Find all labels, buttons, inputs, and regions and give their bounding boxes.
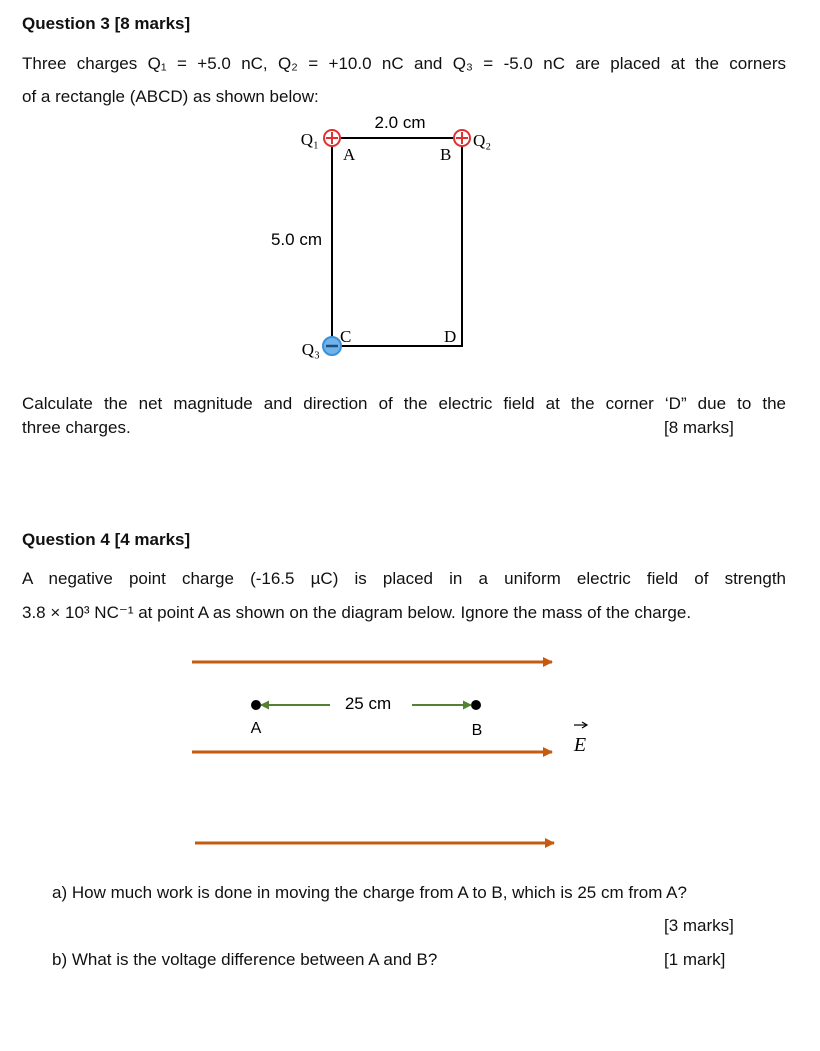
point-b-label: B xyxy=(471,722,483,739)
rectangle-abcd xyxy=(332,138,462,346)
q3-task-line2: three charges. xyxy=(22,418,131,437)
point-b-dot xyxy=(471,700,481,710)
distance-label: 25 cm xyxy=(344,694,392,713)
point-a-label: A xyxy=(250,720,262,737)
width-label: 2.0 cm xyxy=(374,113,426,132)
corner-a-label: A xyxy=(343,145,356,164)
q4-heading: Question 4 [4 marks] xyxy=(22,530,191,549)
q4-part-b: b) What is the voltage difference between A and B? xyxy=(52,950,438,969)
q4-part-b-marks: [1 mark] xyxy=(664,950,726,969)
rectangle-diagram xyxy=(240,108,540,363)
height-label: 5.0 cm xyxy=(270,230,322,249)
q3-task-line1: Calculate the net magnitude and direction of the electric field at the corner ‘D” due to the xyxy=(22,394,786,413)
q1-label: Q₁ xyxy=(300,130,319,149)
point-a-dot xyxy=(251,700,261,710)
q3-heading: Question 3 [8 marks] xyxy=(22,14,191,33)
q2-label: Q₂ xyxy=(473,131,492,150)
q4-part-a: a) How much work is done in moving the charge from A to B, which is 25 cm from A? xyxy=(52,883,687,902)
q3-text-line1: Three charges Q₁ = +5.0 nC, Q₂ = +10.0 nC and Q₃ = -5.0 nC are placed at the corners xyxy=(22,54,786,73)
corner-d-label: D xyxy=(444,327,457,346)
q3-negative-charge-icon xyxy=(323,337,341,355)
field-vector-label: E xyxy=(573,734,587,756)
corner-c-label: C xyxy=(340,327,352,346)
q4-part-a-marks: [3 marks] xyxy=(664,916,734,935)
q2-positive-charge-icon xyxy=(454,130,470,146)
corner-b-label: B xyxy=(440,145,452,164)
q4-text-line2: 3.8 × 10³ NC⁻¹ at point A as shown on the diagram below. Ignore the mass of the charge. xyxy=(22,603,692,622)
q3-marks: [8 marks] xyxy=(664,418,734,437)
q3-text-line2: of a rectangle (ABCD) as shown below: xyxy=(22,87,319,106)
q1-positive-charge-icon xyxy=(324,130,340,146)
q3-label: Q₃ xyxy=(301,340,320,359)
field-diagram xyxy=(180,645,620,860)
q4-text-line1: A negative point charge (-16.5 µC) is placed in a uniform electric field of strength xyxy=(22,569,786,588)
